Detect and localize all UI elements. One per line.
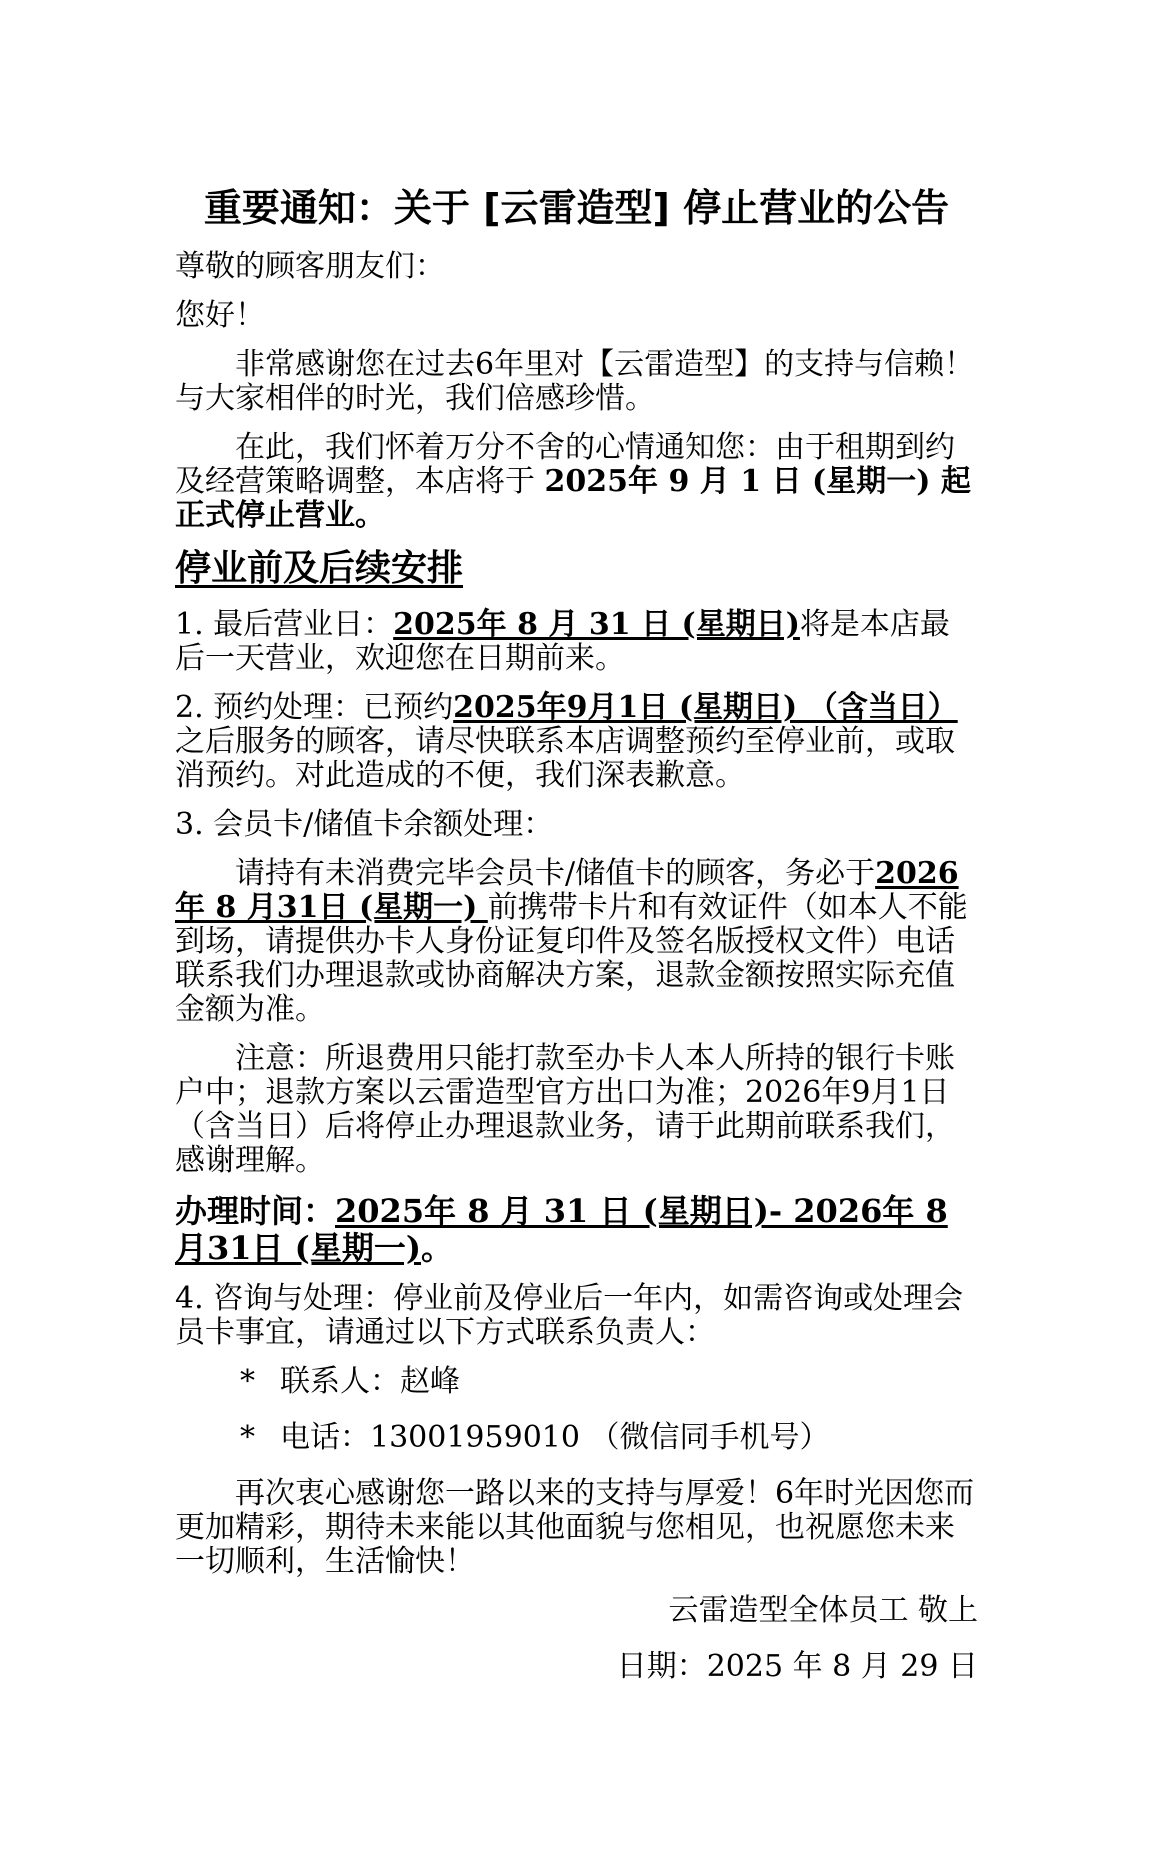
contact-person-text: 联系人：赵峰 — [280, 1364, 460, 1399]
item-last-business-day — [175, 608, 978, 676]
bullet: * — [240, 1364, 255, 1399]
item1-text: 将是本店最后一天营业，欢迎您在日期前来。 — [175, 607, 950, 676]
notice-document — [175, 186, 978, 1706]
item1-label: 1. 最后营业日： — [175, 607, 394, 642]
section-heading: 停业前及后续安排 — [175, 548, 464, 589]
closure-paragraph — [175, 431, 978, 533]
notice-title: 重要通知：关于 [云雷造型] 停止营业的公告 — [203, 186, 950, 230]
item3-deadline: 2026年 8 月31日 (星期一) — [175, 856, 959, 925]
item2-date: 2025年9月1日 (星期日) （含当日） — [453, 690, 958, 725]
item3-text-post: 前携带卡片和有效证件（如本人不能到场，请提供办卡人身份证复印件及签名版授权文件）电话联系我们办理退款或协商解决方案，退款金额按照实际充值金额为准。 — [175, 890, 968, 1027]
salutation: 尊敬的顾客朋友们： — [175, 249, 445, 284]
hours-range: 2025年 8 月 31 日 (星期日)- 2026年 8 月31日 (星期一) — [175, 1192, 948, 1267]
closure-date: 2025年 9 月 1 日 (星期一) 起正式停止营业。 — [175, 464, 971, 533]
signature: 云雷造型全体员工 敬上 — [668, 1593, 978, 1628]
item3-text-pre: 请持有未消费完毕会员卡/储值卡的顾客，务必于 — [235, 856, 876, 891]
processing-hours — [175, 1193, 978, 1267]
item2-label: 2. 预约处理：已预约 — [175, 690, 454, 725]
greeting: 您好！ — [175, 298, 265, 333]
member-card-paragraph — [175, 857, 978, 1027]
notice-date: 日期：2025 年 8 月 29 日 — [616, 1649, 978, 1684]
item1-date: 2025年 8 月 31 日 (星期日) — [393, 607, 800, 642]
contact-phone-text: 电话：13001959010 （微信同手机号） — [280, 1420, 830, 1455]
hours-end: 。 — [420, 1229, 453, 1267]
hours-label: 办理时间： — [175, 1192, 336, 1230]
bullet: * — [240, 1420, 255, 1455]
closure-text: 在此，我们怀着万分不舍的心情通知您：由于租期到约及经营策略调整，本店将于 — [175, 430, 955, 499]
contact-person — [175, 1365, 978, 1399]
contact-phone — [175, 1421, 978, 1455]
item-member-card-heading: 3. 会员卡/储值卡余额处理： — [175, 807, 554, 842]
note-paragraph: 注意：所退费用只能打款至办卡人本人所持的银行卡账户中；退款方案以云雷造型官方出口为准；2026年9月1日（含当日）后将停止办理退款业务，请于此期前联系我们，感谢理解。 — [175, 1041, 955, 1178]
item-inquiry: 4. 咨询与处理：停业前及停业后一年内，如需咨询或处理会员卡事宜，请通过以下方式联系负责人： — [175, 1281, 964, 1350]
item2-text: 之后服务的顾客，请尽快联系本店调整预约至停业前，或取消预约。对此造成的不便，我们深表歉意。 — [175, 724, 955, 793]
item-reservations — [175, 691, 978, 793]
closing-paragraph: 再次衷心感谢您一路以来的支持与厚爱！6年时光因您而更加精彩，期待未来能以其他面貌与您相见，也祝愿您未来一切顺利，生活愉快！ — [175, 1476, 975, 1579]
thanks-paragraph: 非常感谢您在过去6年里对【云雷造型】的支持与信赖！与大家相伴的时光，我们倍感珍惜。 — [175, 347, 975, 416]
